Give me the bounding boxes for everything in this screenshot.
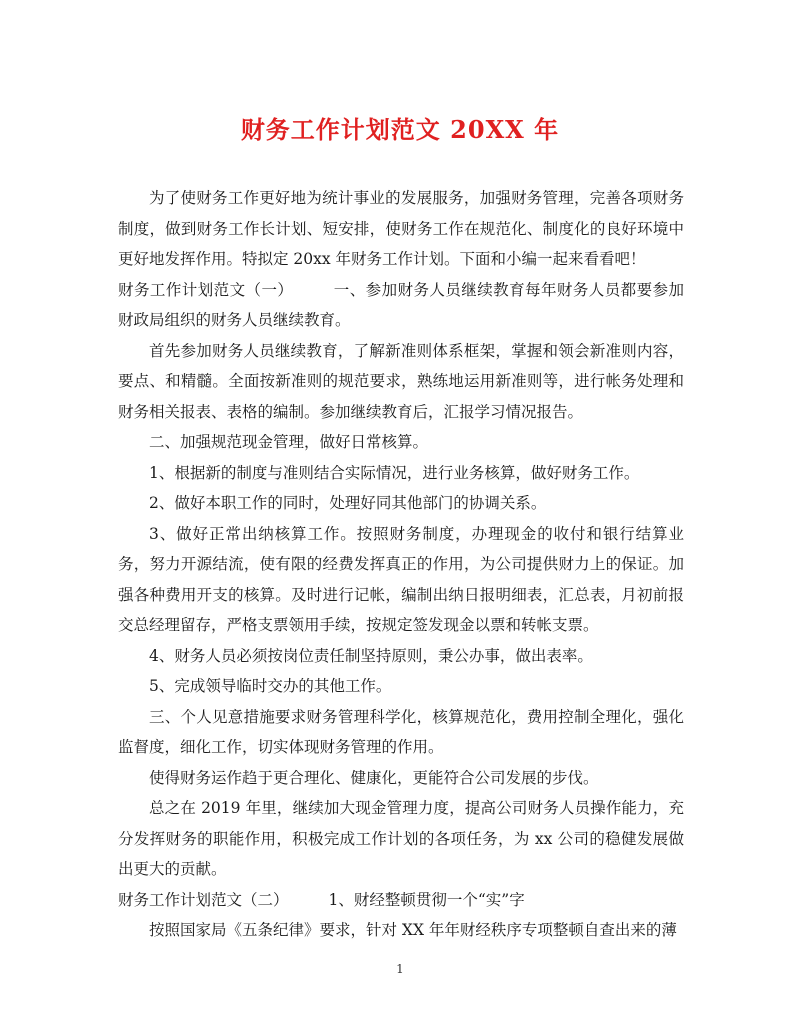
- page-number: 1: [396, 962, 404, 976]
- document-title: 财务工作计划范文 20XX 年: [240, 115, 560, 144]
- paragraph-five-disciplines: 按照国家局《五条纪律》要求，针对 XX 年年财经秩序专项整顿自查出来的薄: [149, 921, 677, 939]
- section-two-text: 1、财经整顿贯彻一个“实”字: [328, 890, 525, 909]
- paragraph-rationalization: 使得财务运作趋于更合理化、健康化，更能符合公司发展的步伐。: [149, 768, 599, 787]
- paragraph-item-1: 1、根据新的制度与准则结合实际情况，进行业务核算，做好财务工作。: [149, 463, 640, 482]
- section-one-heading: 财务工作计划范文（一）: [118, 280, 294, 299]
- paragraph-item-5: 5、完成领导临时交办的其他工作。: [149, 677, 392, 695]
- document-body: [118, 183, 684, 946]
- paragraph-item-4: 4、财务人员必须按岗位责任制坚持原则，秉公办事，做出表率。: [149, 646, 593, 665]
- section-two-heading: 财务工作计划范文（二）: [118, 890, 289, 909]
- paragraph-cash-management: 二、加强规范现金管理，做好日常核算。: [149, 433, 429, 451]
- paragraph-item-3: 3、做好正常出纳核算工作。按照财务制度，办理现金的收付和银行结算业务，努力开源结流，使有限的经费发挥真正的作用，为公司提供财力上的保证。加强各种费用开支的核算。及时进行记帐，编制出纳日报明细表，汇总表，月初前报交总经理留存，严格支票领用手续，按规定签发现金以票和转帐支票。: [118, 524, 684, 634]
- paragraph-intro: 为了使财务工作更好地为统计事业的发展服务，加强财务管理，完善各项财务制度，做到财务工作长计划、短安排，使财务工作在规范化、制度化的良好环境中更好地发挥作用。特拟定 20xx 年财务工作计划。下面和小编一起来看看吧！: [118, 189, 684, 268]
- paragraph-item-2: 2、做好本职工作的同时，处理好同其他部门的协调关系。: [149, 494, 547, 512]
- paragraph-continuing-education: 首先参加财务人员继续教育，了解新准则体系框架，掌握和领会新准则内容，要点、和精髓。全面按新准则的规范要求，熟练地运用新准则等，进行帐务处理和财务相关报表、表格的编制。参加继续教育后，汇报学习情况报告。: [118, 341, 684, 421]
- section-one-line: [118, 275, 684, 336]
- paragraph-summary: 总之在 2019 年里，继续加大现金管理力度，提高公司财务人员操作能力，充分发挥财务的职能作用，积极完成工作计划的各项任务，为 xx 公司的稳健发展做出更大的贡献。: [118, 799, 684, 878]
- paragraph-measures: 三、个人见意措施要求财务管理科学化，核算规范化，费用控制全理化，强化监督度，细化工作，切实体现财务管理的作用。: [118, 707, 684, 756]
- section-two-line: [118, 885, 684, 916]
- section-one-text: 一、参加财务人员继续教育每年财务人员都要参加财政局组织的财务人员继续教育。: [118, 280, 684, 329]
